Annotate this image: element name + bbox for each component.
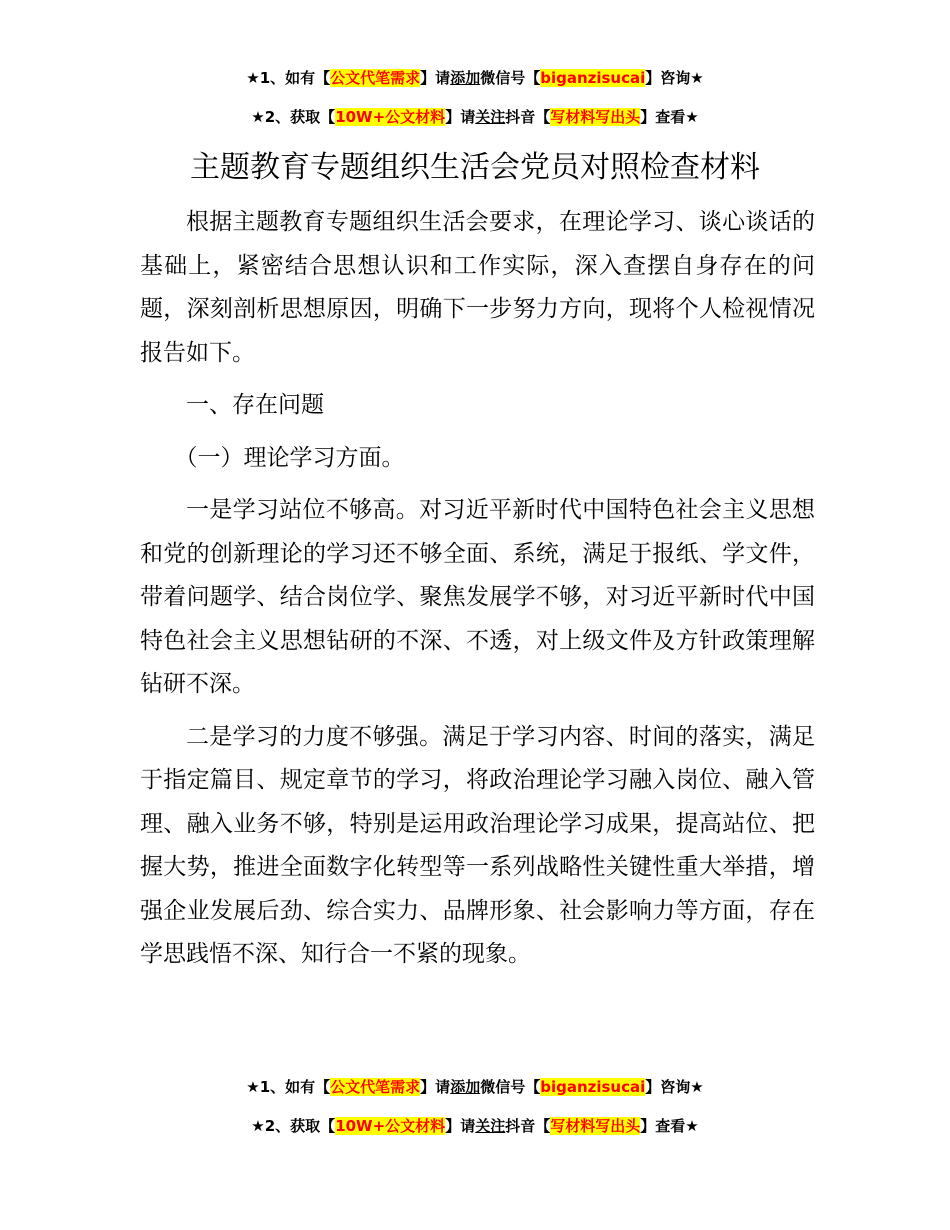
promo-footer-line-2 — [0, 1115, 950, 1137]
document-body — [140, 201, 815, 977]
subsection-heading: （一）理论学习方面。 — [174, 444, 405, 471]
promo-highlight: 10W+公文材料 — [335, 108, 446, 126]
promo-highlight: 写材料写出头 — [550, 108, 641, 126]
promo-text: 】请 — [445, 108, 476, 126]
promo-text: ★1、如有【 — [246, 1078, 331, 1096]
promo-underline: 添加 — [450, 69, 481, 87]
promo-underline: 关注 — [475, 1117, 506, 1135]
promo-text: 微信号【 — [480, 69, 541, 87]
promo-text: 】查看★ — [640, 108, 699, 126]
promo-underline: 关注 — [475, 108, 506, 126]
promo-text: 】请 — [420, 69, 451, 87]
promo-text: 抖音【 — [505, 1117, 551, 1135]
promo-highlight: 公文代笔需求 — [330, 1078, 421, 1096]
paragraph-issue-1: 一是学习站位不够高。对习近平新时代中国特色社会主义思想和党的创新理论的学习还不够全面、系统，满足于报纸、学文件，带着问题学、结合岗位学、聚焦发展学不够，对习近平新时代中国特色社会主义思想钻研的不深、不透，对上级文件及方针政策理解钻研不深。 — [140, 497, 815, 697]
promo-text: 微信号【 — [480, 1078, 541, 1096]
promo-header-line-2 — [0, 106, 950, 128]
promo-text: ★1、如有【 — [246, 69, 331, 87]
promo-text: 】咨询★ — [645, 1078, 704, 1096]
promo-text: 】请 — [420, 1078, 451, 1096]
promo-text: 】咨询★ — [645, 69, 704, 87]
promo-text: 抖音【 — [505, 108, 551, 126]
section-heading: 一、存在问题 — [186, 392, 324, 418]
promo-text: ★2、获取【 — [251, 108, 336, 126]
promo-highlight: biganzisucai — [540, 69, 646, 87]
promo-underline: 添加 — [450, 1078, 481, 1096]
document-title: 主题教育专题组织生活会党员对照检查材料 — [190, 150, 760, 185]
promo-highlight: 写材料写出头 — [550, 1117, 641, 1135]
promo-text: ★2、获取【 — [251, 1117, 336, 1135]
paragraph-intro: 根据主题教育专题组织生活会要求，在理论学习、谈心谈话的基础上，紧密结合思想认识和工作实际，深入查摆自身存在的问题，深刻剖析思想原因，明确下一步努力方向，现将个人检视情况报告如下。 — [140, 209, 815, 366]
promo-highlight: biganzisucai — [540, 1078, 646, 1096]
promo-footer-line-1 — [0, 1076, 950, 1098]
promo-text: 】请 — [445, 1117, 476, 1135]
promo-highlight: 10W+公文材料 — [335, 1117, 446, 1135]
paragraph-issue-2: 二是学习的力度不够强。满足于学习内容、时间的落实，满足于指定篇目、规定章节的学习，将政治理论学习融入岗位、融入管理、融入业务不够，特别是运用政治理论学习成果，提高站位、把握大势，推进全面数字化转型等一系列战略性关键性重大举措，增强企业发展后劲、综合实力、品牌形象、社会影响力等方面，存在学思践悟不深、知行合一不紧的现象。 — [140, 723, 815, 967]
promo-header-line-1 — [0, 67, 950, 89]
promo-text: 】查看★ — [640, 1117, 699, 1135]
promo-highlight: 公文代笔需求 — [330, 69, 421, 87]
